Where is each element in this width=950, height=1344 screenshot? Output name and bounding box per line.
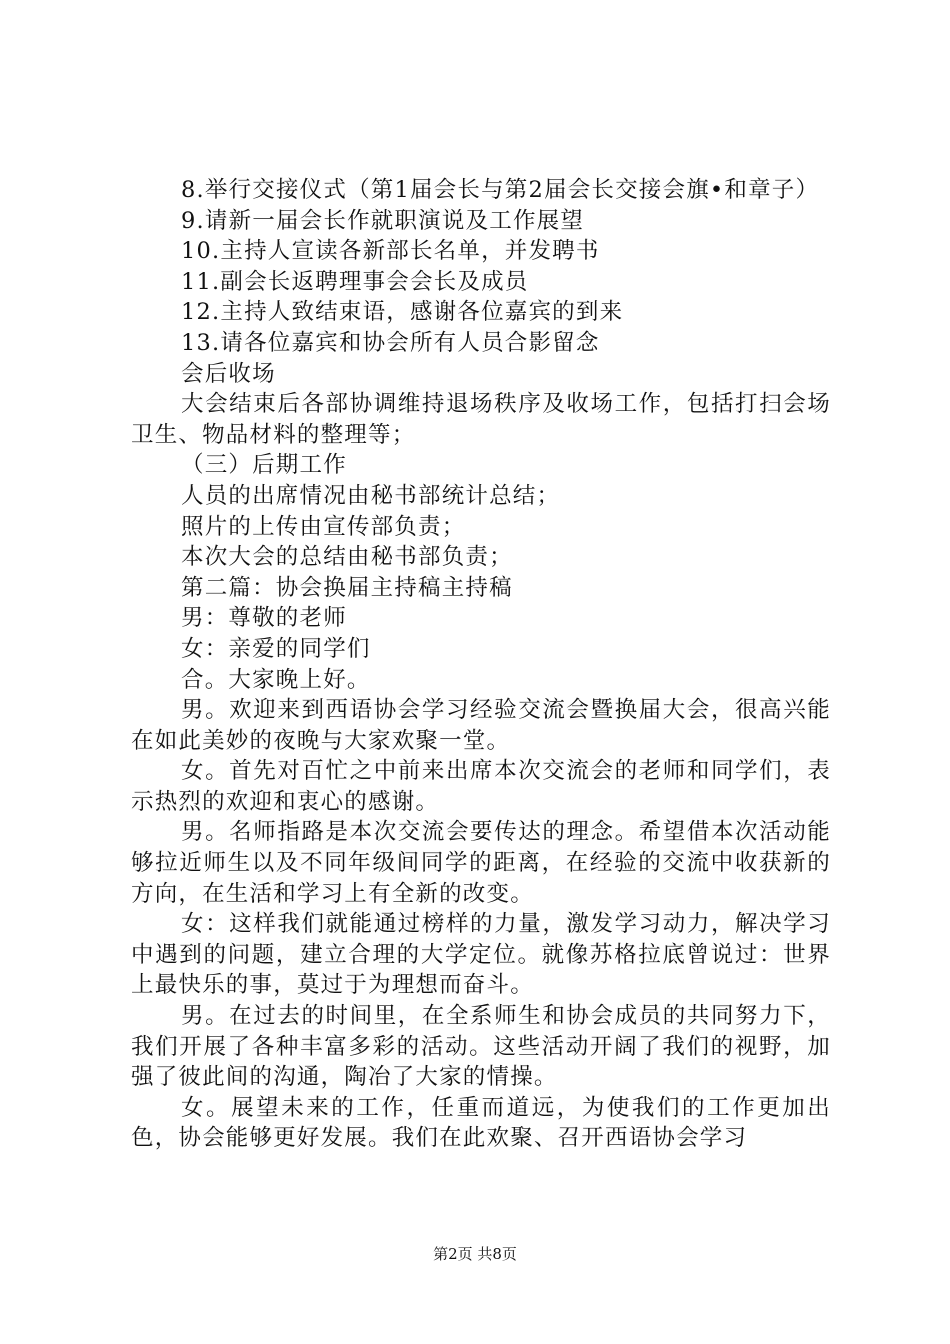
dialogue-line: 合。大家晚上好。 (181, 666, 371, 693)
dialogue-line: 男。欢迎来到西语协会学习经验交流会暨换届大会，很高兴能在如此美妙的夜晚与大家欢聚一堂。 (131, 697, 831, 754)
dialogue-line: 男。在过去的时间里，在全系师生和协会成员的共同努力下，我们开展了各种丰富多彩的活动。这些活动开阔了我们的视野，加强了彼此间的沟通，陶冶了大家的情操。 (131, 1003, 831, 1091)
paragraph: 8.举行交接仪式（第1届会长与第2届会长交接会旗•和章子） (181, 177, 820, 203)
dialogue-line: 女：亲爱的同学们 (181, 635, 371, 662)
section-heading: 第二篇：协会换届主持稿主持稿 (181, 574, 513, 601)
dialogue-line: 女。展望未来的工作，任重而道远，为使我们的工作更加出色，协会能够更好发展。我们在此欢聚、召开西语协会学习 (131, 1094, 831, 1152)
paragraph: 10.主持人宣读各新部长名单，并发聘书 (181, 238, 600, 265)
paragraph: 11.副会长返聘理事会会长及成员 (181, 268, 529, 295)
paragraph: 9.请新一届会长作就职演说及工作展望 (181, 207, 585, 234)
paragraph: 本次大会的总结由秘书部负责； (181, 544, 513, 571)
dialogue-line: 女：这样我们就能通过榜样的力量，激发学习动力，解决学习中遇到的问题，建立合理的大学定位。就像苏格拉底曾说过：世界上最快乐的事，莫过于为理想而奋斗。 (131, 911, 831, 999)
paragraph: 12.主持人致结束语，感谢各位嘉宾的到来 (181, 299, 624, 326)
paragraph: 人员的出席情况由秘书部统计总结； (181, 482, 561, 509)
dialogue-line: 男。名师指路是本次交流会要传达的理念。希望借本次活动能够拉近师生以及不同年级间同学的距离，在经验的交流中收获新的方向，在生活和学习上有全新的改变。 (131, 819, 831, 907)
paragraph: 13.请各位嘉宾和协会所有人员合影留念 (181, 329, 600, 356)
dialogue-line: 男：尊敬的老师 (181, 605, 347, 632)
section-heading: （三）后期工作 (181, 452, 347, 479)
section-heading: 会后收场 (181, 360, 276, 387)
paragraph: 大会结束后各部协调维持退场秩序及收场工作，包括打扫会场卫生、物品材料的整理等； (131, 391, 831, 448)
paragraph: 照片的上传由宣传部负责； (181, 513, 466, 540)
document-body (131, 175, 831, 1154)
page-number-footer: 第2页 共8页 (433, 1245, 517, 1263)
dialogue-line: 女。首先对百忙之中前来出席本次交流会的老师和同学们，表示热烈的欢迎和衷心的感谢。 (131, 758, 831, 815)
